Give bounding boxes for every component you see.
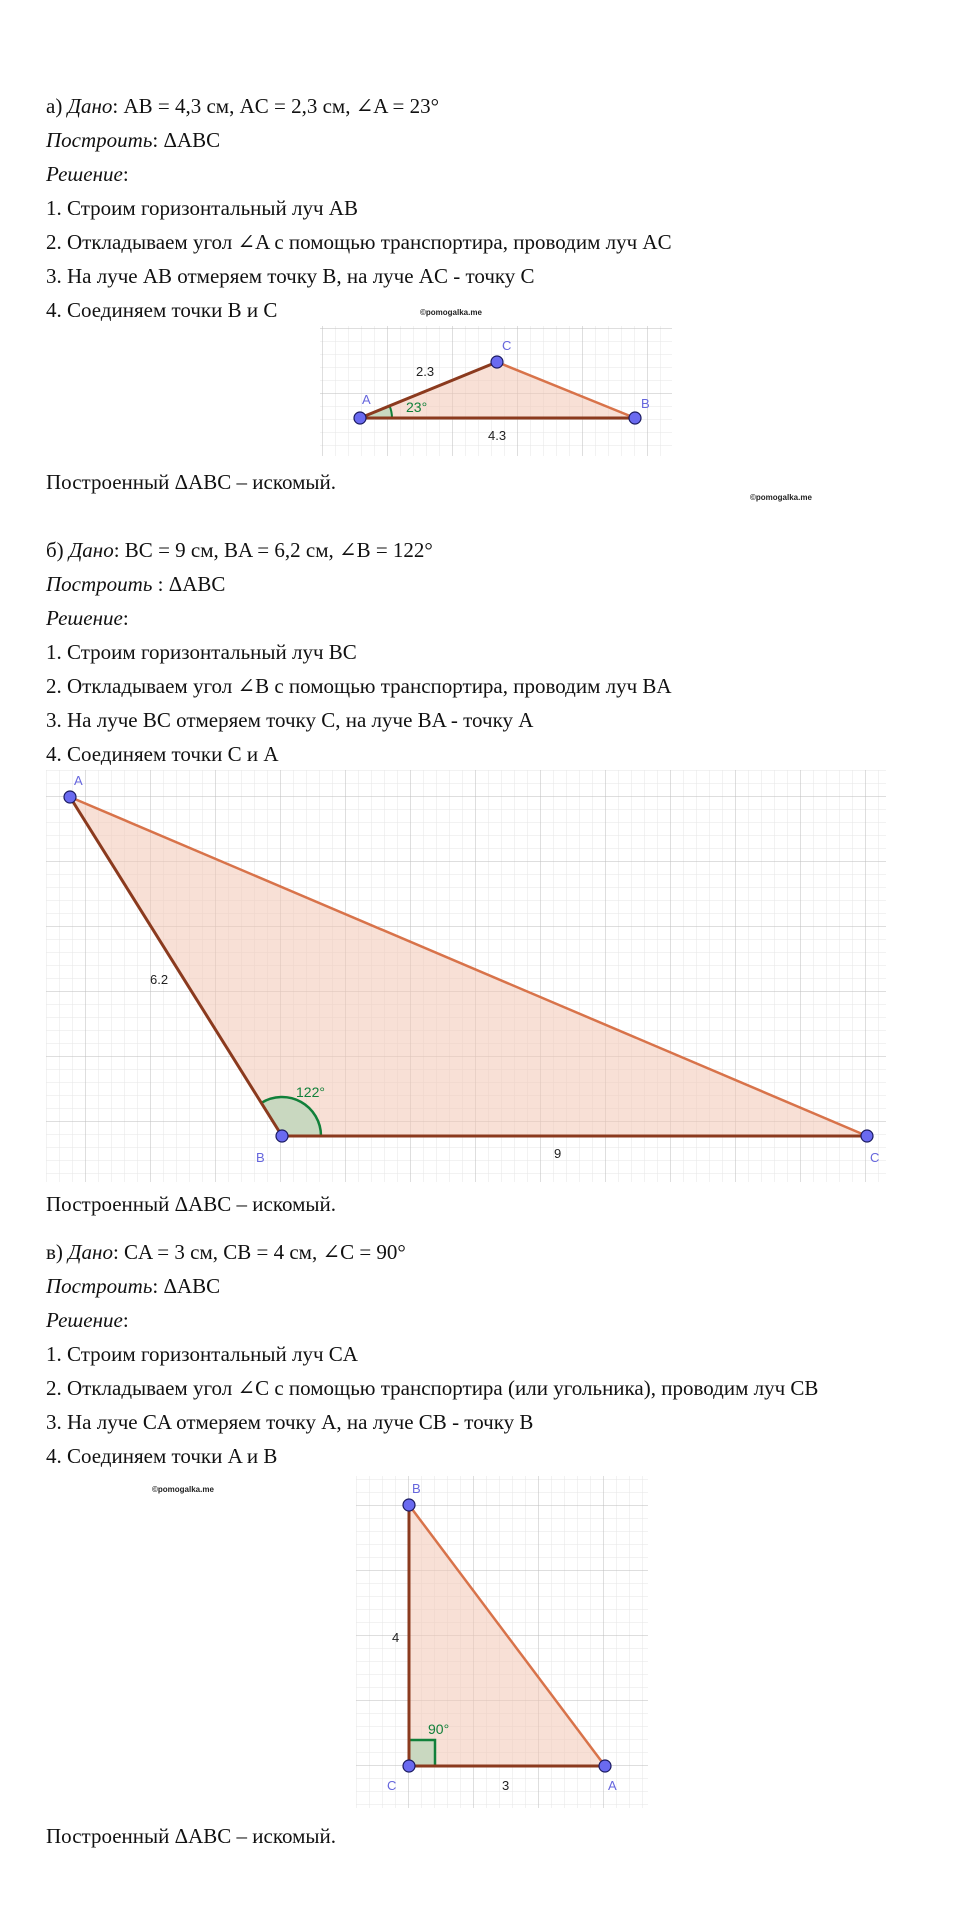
part-a-given: а) Дано: AB = 4,3 см, AC = 2,3 см, ∠A = 23° — [46, 94, 440, 118]
side-ba-length: 6.2 — [150, 972, 169, 987]
point-b — [276, 1130, 288, 1142]
point-a — [354, 412, 366, 424]
build-label: Построить — [46, 1274, 153, 1298]
label-a: A — [362, 392, 371, 407]
part-b-solution: Решение: — [46, 606, 129, 630]
side-bc-length: 9 — [554, 1146, 562, 1161]
label-c: C — [502, 338, 512, 353]
part-c-step-1: 1. Строим горизонтальный луч CA — [46, 1342, 358, 1366]
part-a-figure — [320, 326, 672, 456]
solution-label: Решение — [46, 162, 123, 186]
part-c-solution: Решение: — [46, 1308, 129, 1332]
part-a-build: Построить: ΔABC — [46, 128, 221, 152]
solution-label: Решение — [46, 606, 123, 630]
point-b — [403, 1499, 415, 1511]
part-a-solution: Решение: — [46, 162, 129, 186]
part-a-step-3: 3. На луче AB отмеряем точку B, на луче AC - точку C — [46, 264, 535, 288]
part-b-step-1: 1. Строим горизонтальный луч BC — [46, 640, 357, 664]
point-c — [403, 1760, 415, 1772]
part-c-step-2: 2. Откладываем угол ∠C с помощью транспортира (или угольника), проводим луч CB — [46, 1376, 819, 1400]
part-b-build: Построить : ΔABC — [46, 572, 226, 596]
label-a: A — [74, 773, 83, 788]
part-b-step-4: 4. Соединяем точки C и A — [46, 742, 279, 766]
given-label: Дано — [67, 94, 113, 118]
side-ac-length: 2.3 — [416, 364, 435, 379]
solution-label: Решение — [46, 1308, 123, 1332]
watermark: ©pomogalka.me — [420, 308, 482, 317]
part-c-step-3: 3. На луче CA отмеряем точку A, на луче CB - точку B — [46, 1410, 534, 1434]
part-c-figure — [356, 1476, 648, 1808]
point-c — [491, 356, 503, 368]
label-a: A — [608, 1778, 617, 1793]
part-a-step-4: 4. Соединяем точки B и C — [46, 298, 278, 322]
part-b-step-2: 2. Откладываем угол ∠B с помощью транспортира, проводим луч BA — [46, 674, 672, 698]
part-c-given: в) Дано: CA = 3 см, CB = 4 см, ∠C = 90° — [46, 1240, 406, 1264]
given-label: Дано — [68, 1240, 113, 1264]
point-c — [861, 1130, 873, 1142]
part-b-step-3: 3. На луче BC отмеряем точку C, на луче BA - точку A — [46, 708, 534, 732]
point-a — [599, 1760, 611, 1772]
part-c-build: Построить: ΔABC — [46, 1274, 221, 1298]
build-label: Построить — [46, 572, 153, 596]
label-c: C — [870, 1150, 880, 1165]
label-b: B — [641, 396, 650, 411]
given-label: Дано — [68, 538, 114, 562]
point-a — [64, 791, 76, 803]
part-b-given: б) Дано: BC = 9 см, BA = 6,2 см, ∠B = 122° — [46, 538, 433, 562]
part-b-figure — [46, 770, 886, 1182]
side-cb-length: 4 — [392, 1630, 400, 1645]
part-b-result: Построенный ΔABC – искомый. — [46, 1192, 336, 1216]
part-a-step-1: 1. Строим горизонтальный луч AB — [46, 196, 358, 220]
label-c: C — [387, 1778, 397, 1793]
part-a-result: Построенный ΔABC – искомый. — [46, 470, 336, 494]
watermark: ©pomogalka.me — [750, 493, 812, 502]
build-label: Построить — [46, 128, 153, 152]
watermark: ©pomogalka.me — [152, 1485, 214, 1494]
label-b: B — [412, 1481, 421, 1496]
part-a-step-2: 2. Откладываем угол ∠A с помощью транспортира, проводим луч AC — [46, 230, 672, 254]
side-ab-length: 4.3 — [488, 428, 507, 443]
part-c-result: Построенный ΔABC – искомый. — [46, 1824, 336, 1848]
part-c-step-4: 4. Соединяем точки A и B — [46, 1444, 278, 1468]
angle-label: 122° — [296, 1084, 325, 1100]
angle-label: 90° — [428, 1721, 450, 1737]
angle-label: 23° — [406, 399, 428, 415]
label-b: B — [256, 1150, 265, 1165]
point-b — [629, 412, 641, 424]
side-ca-length: 3 — [502, 1778, 510, 1793]
